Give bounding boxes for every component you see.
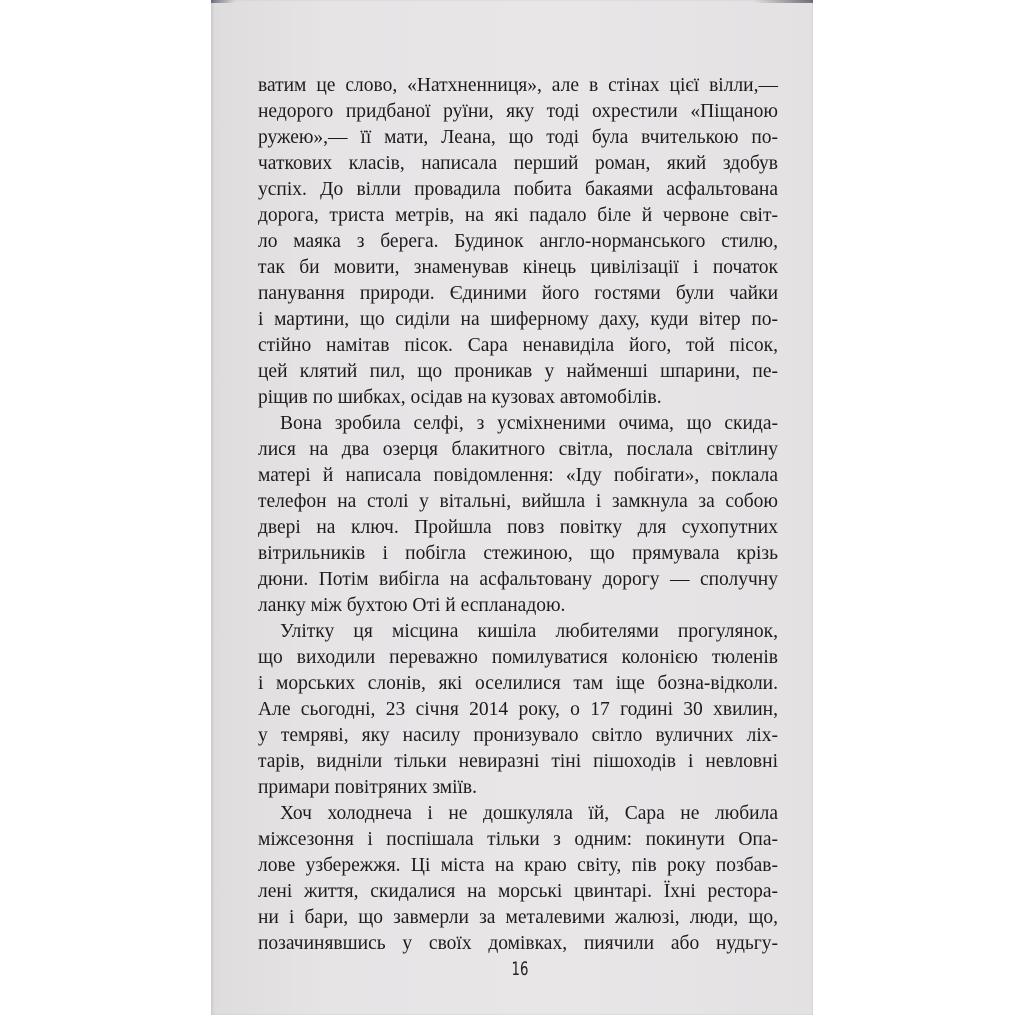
text-line: ружею»,— її мати, Леана, що тоді була вчителькою по- xyxy=(258,127,778,148)
text-line: Але сьогодні, 23 січня 2014 року, о 17 годині 30 хвилин, xyxy=(258,699,778,720)
text-line: Вона зробила селфі, з усміхненими очима, що скида- xyxy=(280,413,778,434)
page-number: 16 xyxy=(511,958,529,980)
text-line: у темряві, яку насилу пронизувало світло вуличних ліх- xyxy=(258,725,778,746)
text-line: двері на ключ. Пройшла повз повітку для сухопутних xyxy=(258,517,778,538)
text-line: матері й написала повідомлення: «Іду побігати», поклала xyxy=(258,465,778,486)
text-line: стійно намітав пісок. Сара ненавиділа його, той пісок, xyxy=(258,335,778,356)
text-line: недорого придбаної руїни, яку тоді охрестили «Піщаною xyxy=(258,101,778,122)
text-line: ріщив по шибках, осідав на кузовах автомобілів. xyxy=(258,387,662,408)
text-line: вітрильників і побігла стежиною, що прямувала крізь xyxy=(258,543,778,564)
text-line: чаткових класів, написала перший роман, який здобув xyxy=(258,153,778,174)
text-line: і мартини, що сиділи на шиферному даху, куди вітер по- xyxy=(258,309,778,330)
paragraph-1 xyxy=(258,73,778,411)
page-edge-shadow xyxy=(211,0,813,3)
text-line: ни і бари, що завмерли за металевими жалюзі, люди, що, xyxy=(258,907,778,928)
text-line: ло маяка з берега. Будинок англо-норманського стилю, xyxy=(258,231,778,252)
text-line: тарів, видніли тільки невиразні тіні пішоходів і невловні xyxy=(258,751,778,772)
text-line: Хоч холоднеча і не дошкуляла їй, Сара не любила xyxy=(280,803,778,824)
text-line: лися на два озерця блакитного світла, послала світлину xyxy=(258,439,778,460)
text-line: позачинявшись у своїх домівках, пиячили або нудьгу- xyxy=(258,933,778,954)
text-line: панування природи. Єдиними його гостями були чайки xyxy=(258,283,778,304)
text-line: лове узбережжя. Ці міста на краю світу, пів року позбав- xyxy=(258,855,778,876)
body-text xyxy=(258,73,778,957)
text-line: дорога, триста метрів, на які падало біле й червоне світ- xyxy=(258,205,778,226)
text-line: міжсезоння і поспішала тільки з одним: покинути Опа- xyxy=(258,829,778,850)
text-line: і морських слонів, які оселилися там іще бозна-відколи. xyxy=(258,673,778,694)
text-line: Улітку ця місцина кишіла любителями прогулянок, xyxy=(280,621,778,642)
paragraph-2 xyxy=(258,411,778,619)
text-line: так би мовити, знаменував кінець цивілізації і початок xyxy=(258,257,778,278)
text-line: успіх. До вілли провадила побита бакаями асфальтована xyxy=(258,179,778,200)
text-line: дюни. Потім вибігла на асфальтовану дорогу — сполучну xyxy=(258,569,778,590)
text-line: примари повітряних зміїв. xyxy=(258,777,478,798)
text-line: що виходили переважно помилуватися колонією тюленів xyxy=(258,647,778,668)
paragraph-4 xyxy=(258,801,778,957)
text-line: цей клятий пил, що проникав у найменші шпарини, пе- xyxy=(258,361,778,382)
text-line: телефон на столі у вітальні, вийшла і замкнула за собою xyxy=(258,491,778,512)
text-line: ланку між бухтою Оті й еспланадою. xyxy=(258,595,566,616)
text-line: ватим це слово, «Натхненниця», але в стінах цієї вілли,— xyxy=(258,75,778,96)
paragraph-3 xyxy=(258,619,778,801)
text-line: лені життя, скидалися на морські цвинтарі. Їхні рестора- xyxy=(258,881,778,902)
